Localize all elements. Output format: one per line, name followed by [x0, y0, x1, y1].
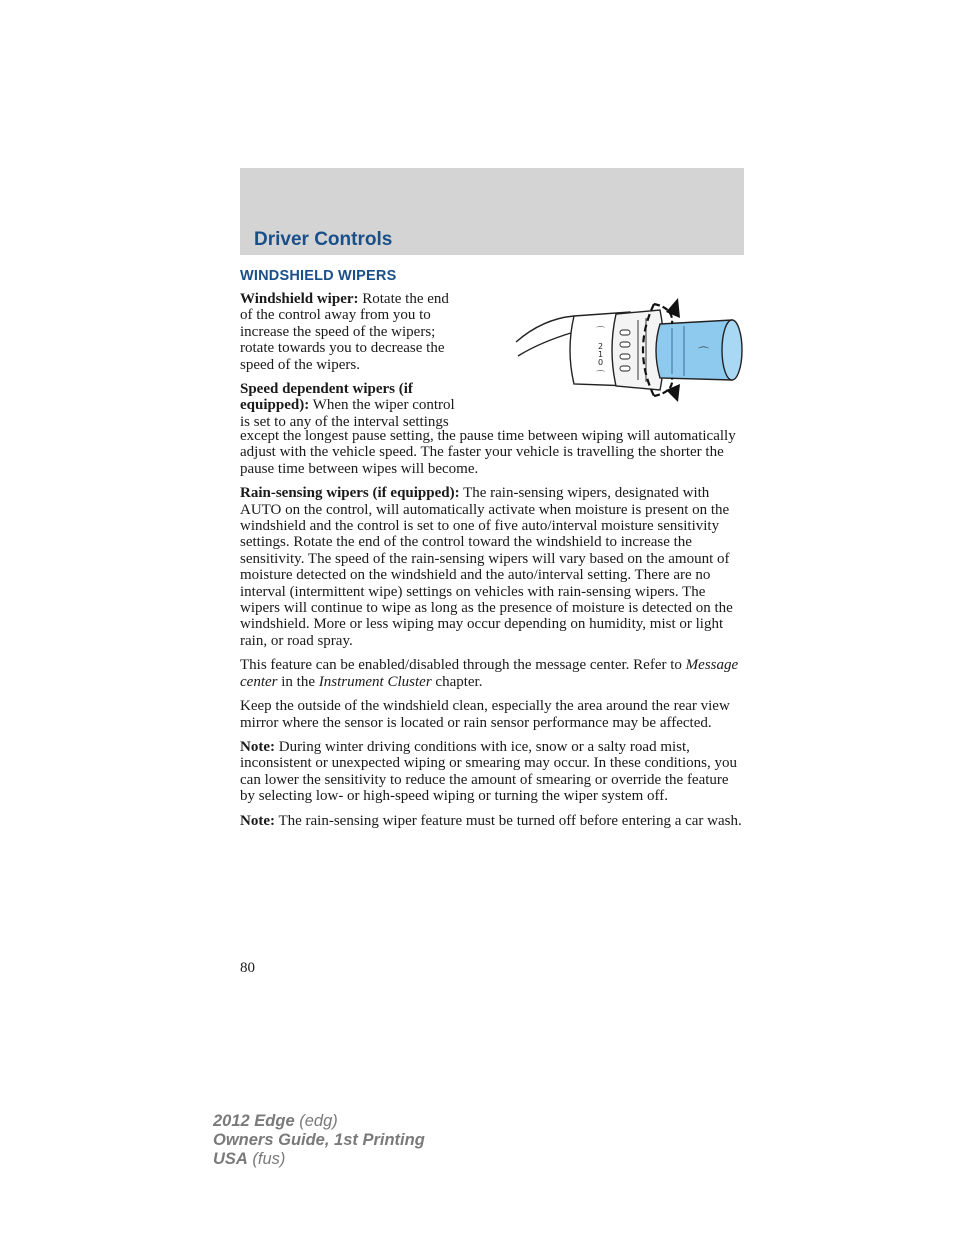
section-heading: WINDSHIELD WIPERS	[240, 268, 397, 284]
front-wiper-icon: ⌒	[698, 346, 709, 359]
note-label: Note:	[240, 812, 275, 829]
paragraph-speed-dependent-rest: except the longest pause setting, the pause time between wiping will automatically adjust with the vehicle speed. The faster your vehicle is travelling the shorter the pause time between wipes will become.	[240, 428, 736, 477]
speed-marking: 2	[598, 342, 604, 351]
paragraph-note-car-wash: Note: The rain-sensing wiper feature must be turned off before entering a car wash.	[240, 812, 742, 829]
footer-line-market: USA (fus)	[213, 1150, 286, 1168]
paragraph-label: equipped):	[240, 397, 310, 414]
wiper-symbol-icon: ⌒	[596, 327, 606, 337]
wiper-stalk-icon	[512, 294, 747, 406]
paragraph-label: Speed dependent wipers (if	[240, 381, 413, 398]
wiper-stalk-illustration	[512, 294, 747, 406]
speed-marking: 1	[598, 350, 604, 359]
document-footer	[213, 1112, 425, 1169]
paragraph-windshield-wiper: Windshield wiper: Rotate the end of the control away from you to increase the speed of the wipers; rotate towards you to decrease the speed of the wipers.	[240, 291, 449, 373]
page-number: 80	[240, 960, 255, 976]
paragraph-label: Rain-sensing wipers (if equipped):	[240, 485, 460, 502]
paragraph-keep-clean: Keep the outside of the windshield clean, especially the area around the rear view mirror where the sensor is located or rain sensor performance may be affected.	[240, 698, 730, 731]
note-label: Note:	[240, 738, 275, 755]
speed-marking: 0	[598, 358, 604, 367]
paragraph-speed-dependent-start: Speed dependent wipers (if equipped): When the wiper control is set to any of the interval settings	[240, 381, 455, 430]
footer-line-model: 2012 Edge (edg)	[213, 1112, 338, 1130]
cross-reference: Message center	[240, 657, 739, 690]
chapter-header-band	[240, 168, 744, 255]
cross-reference: Instrument Cluster	[318, 673, 432, 690]
paragraph-message-center: This feature can be enabled/disabled through the message center. Refer to Message center in the Instrument Cluster chapter.	[240, 657, 739, 690]
chapter-title: Driver Controls	[254, 229, 393, 250]
intro-column	[240, 291, 492, 430]
paragraph-rain-sensing: Rain-sensing wipers (if equipped): The rain-sensing wipers, designated with AUTO on the control, will automatically activate when moisture is present on the windshield and the control is set to one of five auto/interval moisture sensitivity settings. Rotate the end of the control toward the windshield to increase the sensitivity. The speed of the rain-sensing wipers will vary based on the amount of moisture detected on the windshield and the auto/interval setting. There are no interval (intermittent wipe) settings on vehicles with rain-sensing wipers. The wipers will continue to wipe as long as the presence of moisture is detected on the windshield. More or less wiping may occur depending on humidity, mist or light rain, or road spray.	[240, 485, 733, 649]
washer-symbol-icon: ⌒	[596, 371, 606, 381]
footer-line-printing: Owners Guide, 1st Printing	[213, 1131, 425, 1149]
paragraph-label: Windshield wiper:	[240, 291, 359, 307]
main-column	[240, 428, 746, 837]
paragraph-note-winter: Note: During winter driving conditions with ice, snow or a salty road mist, inconsistent or unexpected wiping or smearing may occur. In these conditions, you can lower the sensitivity to reduce the amount of smearing or override the feature by selecting low- or high-speed wiping or turning the wiper system off.	[240, 738, 737, 805]
